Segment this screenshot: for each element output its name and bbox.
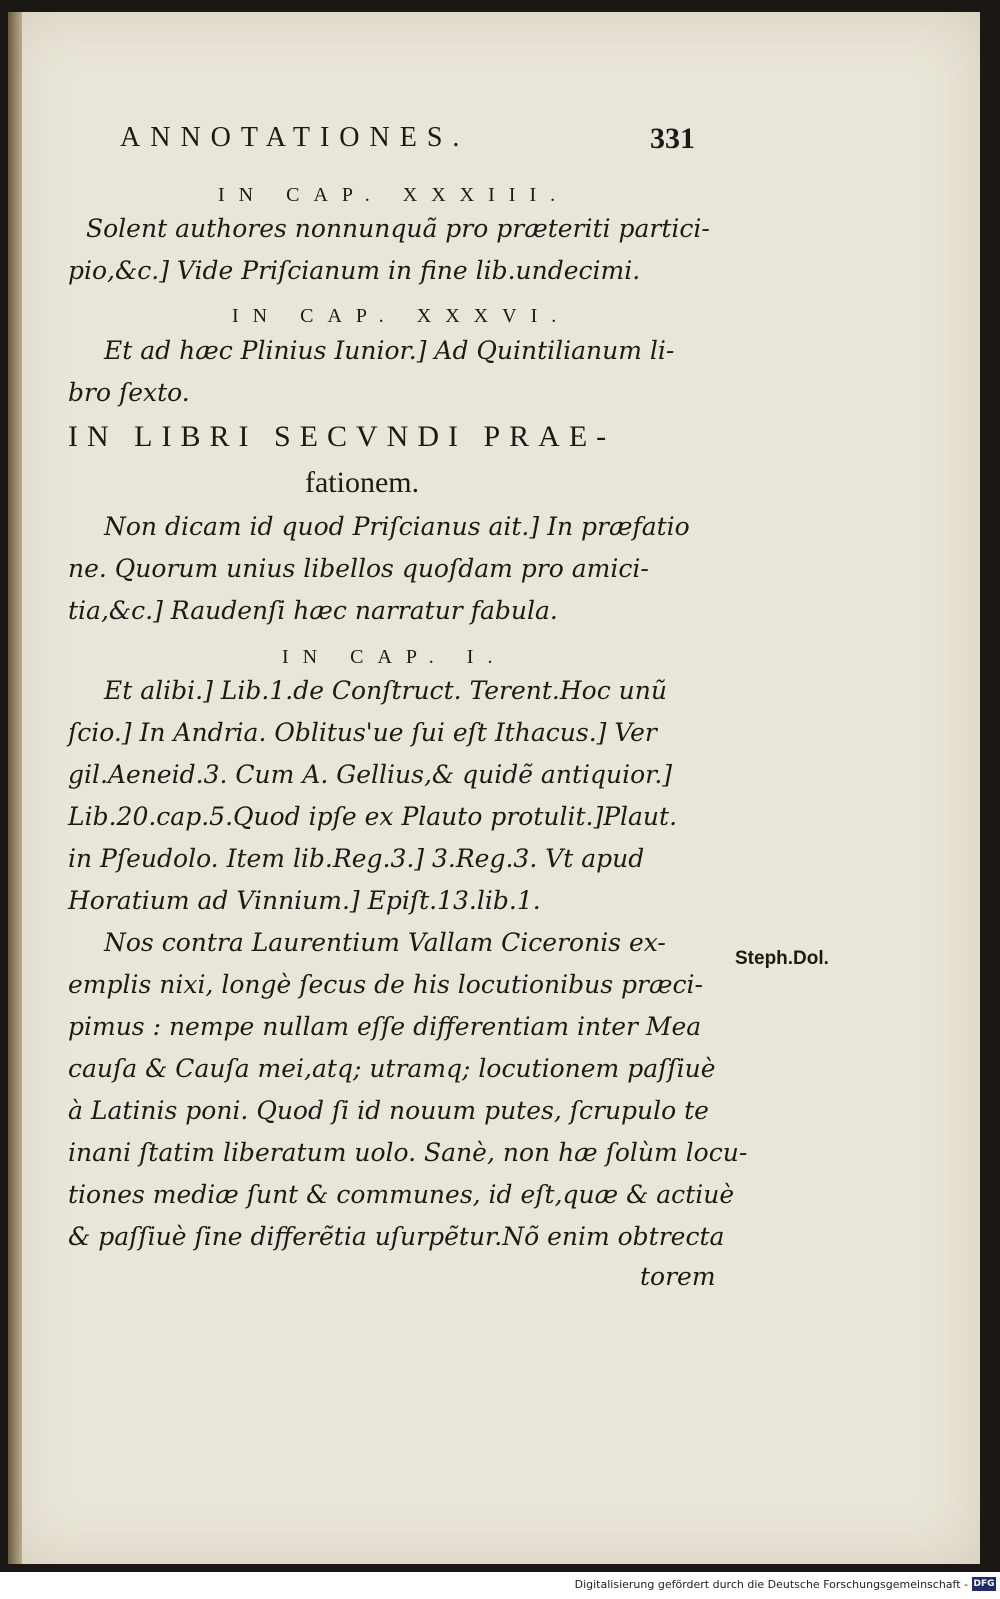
page-number: 331 [650, 122, 695, 155]
text-line: pimus : nempe nullam eſſe differentiam inter Mea [68, 1012, 702, 1041]
chapter-heading: IN CAP. XXXVI. [232, 305, 571, 327]
digitization-credit: Digitalisierung gefördert durch die Deutsche Forschungsgemeinschaft - [574, 1578, 968, 1591]
text-line: tiones mediæ ſunt & communes, id eſt,quæ & actiuè [68, 1180, 735, 1209]
text-line: Horatium ad Vinnium.] Epiſt.13.lib.1. [68, 886, 541, 915]
section-title: IN LIBRI SECVNDI PRAE- [68, 420, 616, 453]
marginal-note: Steph.Dol. [735, 948, 829, 969]
chapter-heading: IN CAP. I. [282, 646, 507, 668]
text-line: inani ſtatim liberatum uolo. Sanè, non hæ ſolùm locu- [68, 1138, 748, 1167]
text-line: ſcio.] In Andria. Oblitus'ue ſui eſt Ithacus.] Ver [68, 718, 657, 747]
text-line: & paſſiuè ſine differẽtia uſurpẽtur.Nõ enim obtrecta [68, 1222, 725, 1251]
page-gutter [8, 12, 22, 1564]
dfg-logo: DFG [973, 1579, 995, 1589]
text-line: Et alibi.] Lib.1.de Conſtruct. Terent.Hoc unũ [104, 676, 667, 705]
catchword: torem [640, 1262, 716, 1291]
text-line: bro ſexto. [68, 378, 190, 407]
text-line: Non dicam id quod Priſcianus ait.] In præfatio [104, 512, 690, 541]
text-line: pio,&c.] Vide Priſcianum in fine lib.undecimi. [68, 256, 641, 285]
chapter-heading: IN CAP. XXXIII. [218, 184, 570, 206]
text-line: Et ad hæc Plinius Iunior.] Ad Quintilianum li- [104, 336, 675, 365]
section-title-continued: fationem. [305, 466, 420, 499]
text-line: tia,&c.] Raudenſi hæc narratur fabula. [68, 596, 558, 625]
text-line: in Pſeudolo. Item lib.Reg.3.] 3.Reg.3. Vt apud [68, 844, 645, 873]
text-line: gil.Aeneid.3. Cum A. Gellius,& quidẽ antiquior.] [68, 760, 673, 789]
text-line: cauſa & Cauſa mei,atq; utramq; locutionem paſſiuè [68, 1054, 716, 1083]
running-head: ANNOTATIONES. [120, 122, 470, 153]
text-line: à Latinis poni. Quod ſi id nouum putes, ſcrupulo te [68, 1096, 709, 1125]
text-line: emplis nixi, longè ſecus de his locutionibus præci- [68, 970, 703, 999]
text-line: Solent authores nonnunquã pro præteriti partici- [86, 214, 710, 243]
text-line: Nos contra Laurentium Vallam Ciceronis ex- [104, 928, 666, 957]
text-line: Lib.20.cap.5.Quod ipſe ex Plauto protulit.]Plaut. [68, 802, 678, 831]
text-line: ne. Quorum unius libellos quoſdam pro amici- [68, 554, 649, 583]
